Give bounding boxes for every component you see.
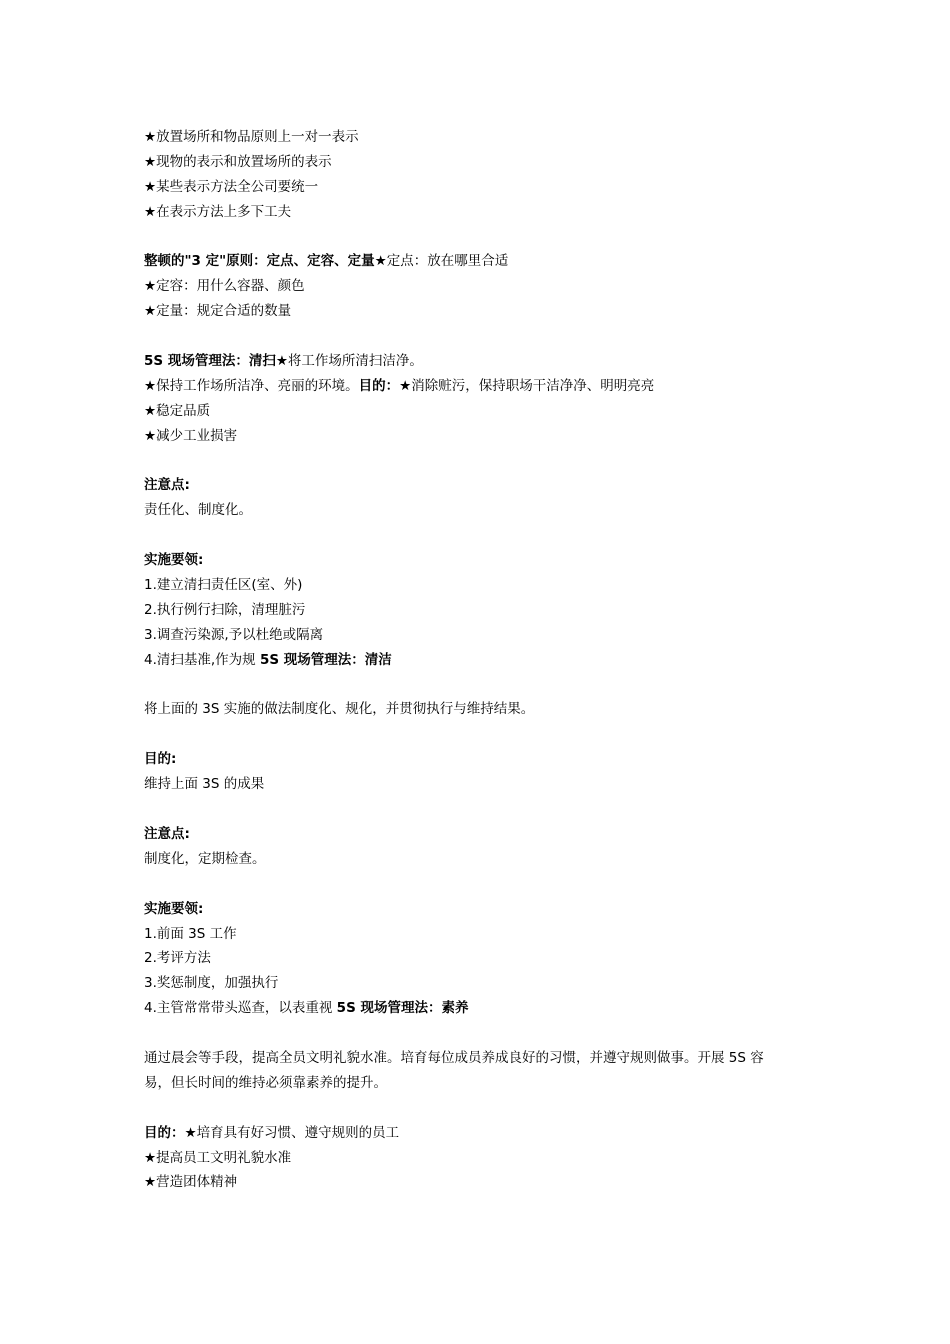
section-heading: 整顿的"3 定"原则：定点、定容、定量 xyxy=(144,253,375,270)
purpose-label: 目的: xyxy=(144,751,177,768)
list-item: 2.考评方法 xyxy=(144,950,211,967)
list-item: ★定量：规定合适的数量 xyxy=(144,303,292,320)
section-heading-tail: ★定点：放在哪里合适 xyxy=(374,253,509,270)
paragraph-gap xyxy=(144,673,809,698)
list-item: ★某些表示方法全公司要统一 xyxy=(144,178,319,195)
list-item: ★提高员工文明礼貌水准 xyxy=(144,1149,292,1166)
list-item: 3.调查污染源,予以杜绝或隔离 xyxy=(144,626,324,643)
paragraph: 将上面的 3S 实施的做法制度化、规化，并贯彻执行与维持结果。 xyxy=(144,701,535,718)
list-item-text: 4.清扫基准,作为规 xyxy=(144,651,260,668)
note-label: 注意点: xyxy=(144,477,190,494)
note-label: 注意点: xyxy=(144,825,190,842)
steps-label: 实施要领: xyxy=(144,900,204,917)
list-item: 3.奖惩制度，加强执行 xyxy=(144,975,279,992)
paragraph-gap xyxy=(144,449,809,474)
paragraph-gap xyxy=(144,722,809,747)
paragraph-gap xyxy=(144,324,809,349)
paragraph-gap xyxy=(144,523,809,548)
section-heading: 5S 现场管理法：清扫 xyxy=(144,353,276,370)
purpose-label: 目的： xyxy=(144,1124,185,1141)
note-text: 制度化，定期检查。 xyxy=(144,850,266,867)
list-item-text: ★保持工作场所洁净、亮丽的环境。 xyxy=(144,377,359,394)
paragraph-gap xyxy=(144,797,809,822)
list-item: ★稳定品质 xyxy=(144,402,211,419)
section-heading-line xyxy=(144,349,809,374)
list-item: ★现物的表示和放置场所的表示 xyxy=(144,153,332,170)
list-item-with-heading xyxy=(144,648,809,673)
document-page xyxy=(144,125,809,1195)
list-item-text: 4.主管常常带头巡查，以表重视 xyxy=(144,1000,337,1017)
list-item: ★放置场所和物品原则上一对一表示 xyxy=(144,129,359,145)
paragraph-gap xyxy=(144,872,809,897)
list-item: ★定容：用什么容器、颜色 xyxy=(144,278,305,295)
section-heading-line xyxy=(144,249,809,274)
list-item: 2.执行例行扫除，清理脏污 xyxy=(144,601,306,618)
purpose-line xyxy=(144,1121,809,1146)
paragraph-line: 通过晨会等手段，提高全员文明礼貌水准。培育每位成员养成良好的习惯，并遵守规则做事。开展 5S 容 xyxy=(144,1049,764,1066)
list-item: ★减少工业损害 xyxy=(144,427,238,444)
list-item-with-heading xyxy=(144,996,809,1021)
note-text: 责任化、制度化。 xyxy=(144,502,252,519)
purpose-line xyxy=(144,374,809,399)
purpose-text: 维持上面 3S 的成果 xyxy=(144,776,265,793)
paragraph-gap xyxy=(144,1021,809,1046)
purpose-text: ★消除赃污，保持职场干洁净净、明明亮亮 xyxy=(399,377,655,394)
list-item: ★营造团体精神 xyxy=(144,1174,238,1191)
purpose-label: 目的： xyxy=(358,377,400,394)
list-item: 1.建立清扫责任区(室、外) xyxy=(144,577,303,594)
section-heading: 5S 现场管理法：清洁 xyxy=(259,651,392,668)
section-heading-tail: ★将工作场所清扫洁净。 xyxy=(275,353,423,370)
list-item: 1.前面 3S 工作 xyxy=(144,925,237,942)
purpose-text: ★培育具有好习惯、遵守规则的员工 xyxy=(184,1124,400,1141)
paragraph-gap xyxy=(144,225,809,250)
list-item: ★在表示方法上多下工夫 xyxy=(144,203,292,220)
section-heading: 5S 现场管理法：素养 xyxy=(336,1000,469,1017)
steps-label: 实施要领: xyxy=(144,552,204,569)
paragraph-gap xyxy=(144,1096,809,1121)
paragraph-line: 易，但长时间的维持必须靠素养的提升。 xyxy=(144,1074,387,1091)
